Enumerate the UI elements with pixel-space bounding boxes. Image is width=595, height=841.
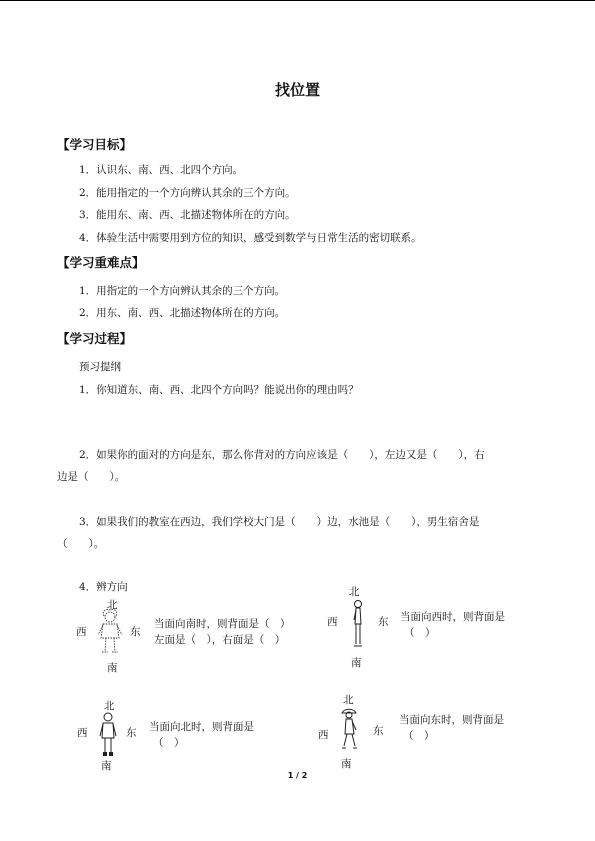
child-profile-west-icon [351,598,365,652]
goal-item: 1．认识东、南、西、北四个方向。 [79,164,244,176]
keypoint-item: 2．用东、南、西、北描述物体所在的方向。 [79,307,286,319]
compass-south-label: 南 [351,657,362,669]
outline-label: 预习提纲 [79,361,121,373]
question-2-line-2: 边是（ ）。 [57,471,126,483]
keypoint-item: 1．用指定的一个方向辨认其余的三个方向。 [79,285,286,297]
compass-south-label: 南 [341,758,352,770]
section-heading-keypoints: 【学习重难点】 [57,255,145,270]
figure-question-east-line-1: 当面向东时，则背面是 [399,714,504,726]
goal-item: 3．能用东、南、西、北描述物体所在的方向。 [79,209,296,221]
compass-west-label: 西 [327,616,338,628]
compass-east-label: 东 [126,727,137,739]
compass-west-label: 西 [77,727,88,739]
page-title: 找位置 [274,81,320,99]
child-back-north-icon [97,712,119,758]
figure-question-south-line-2: 左面是（ ），右面是（ ） [154,634,286,646]
section-heading-goals: 【学习目标】 [57,137,133,152]
figure-question-west-line-2: （ ） [404,627,436,639]
question-3-line-2: （ ）。 [57,538,105,550]
child-profile-east-icon [338,706,362,754]
goal-item: 4．体验生活中需要用到方位的知识，感受到数学与日常生活的密切联系。 [79,232,422,244]
compass-north-label: 北 [107,599,118,611]
question-1: 1．你知道东、南、西、北四个方向吗？能说出你的理由吗？ [79,384,359,396]
figure-question-north-line-1: 当面向北时，则背面是 [149,721,254,733]
question-2-line-1: 2．如果你的面对的方向是东，那么你背对的方向应该是（ ），左边又是（ ），右 [79,449,485,461]
compass-east-label: 东 [373,725,384,737]
header-rule [0,0,595,1]
figure-question-east-line-2: （ ） [403,730,435,742]
compass-north-label: 北 [104,700,115,712]
question-3-line-1: 3．如果我们的教室在西边，我们学校大门是（ ）边，水池是（ ），男生宿舍是 [79,516,480,528]
compass-north-label: 北 [343,694,354,706]
compass-south-label: 南 [107,662,118,674]
goal-item: 2．能用指定的一个方向辨认其余的三个方向。 [79,187,296,199]
compass-west-label: 西 [318,729,329,741]
compass-east-label: 东 [378,616,389,628]
question-4-label: 4．辨方向 [79,581,128,593]
figure-question-west-line-1: 当面向西时，则背面是 [400,611,505,623]
compass-south-label: 南 [101,760,112,772]
page-number: 1 / 2 [287,771,308,780]
section-heading-process: 【学习过程】 [57,331,133,346]
child-figure-icon [95,608,125,658]
compass-east-label: 东 [130,626,141,638]
compass-north-label: 北 [349,586,360,598]
figure-question-south-line-1: 当面向南时，则背面是（ ） [154,618,291,630]
figure-question-north-line-2: （ ） [153,737,185,749]
compass-west-label: 西 [76,626,87,638]
